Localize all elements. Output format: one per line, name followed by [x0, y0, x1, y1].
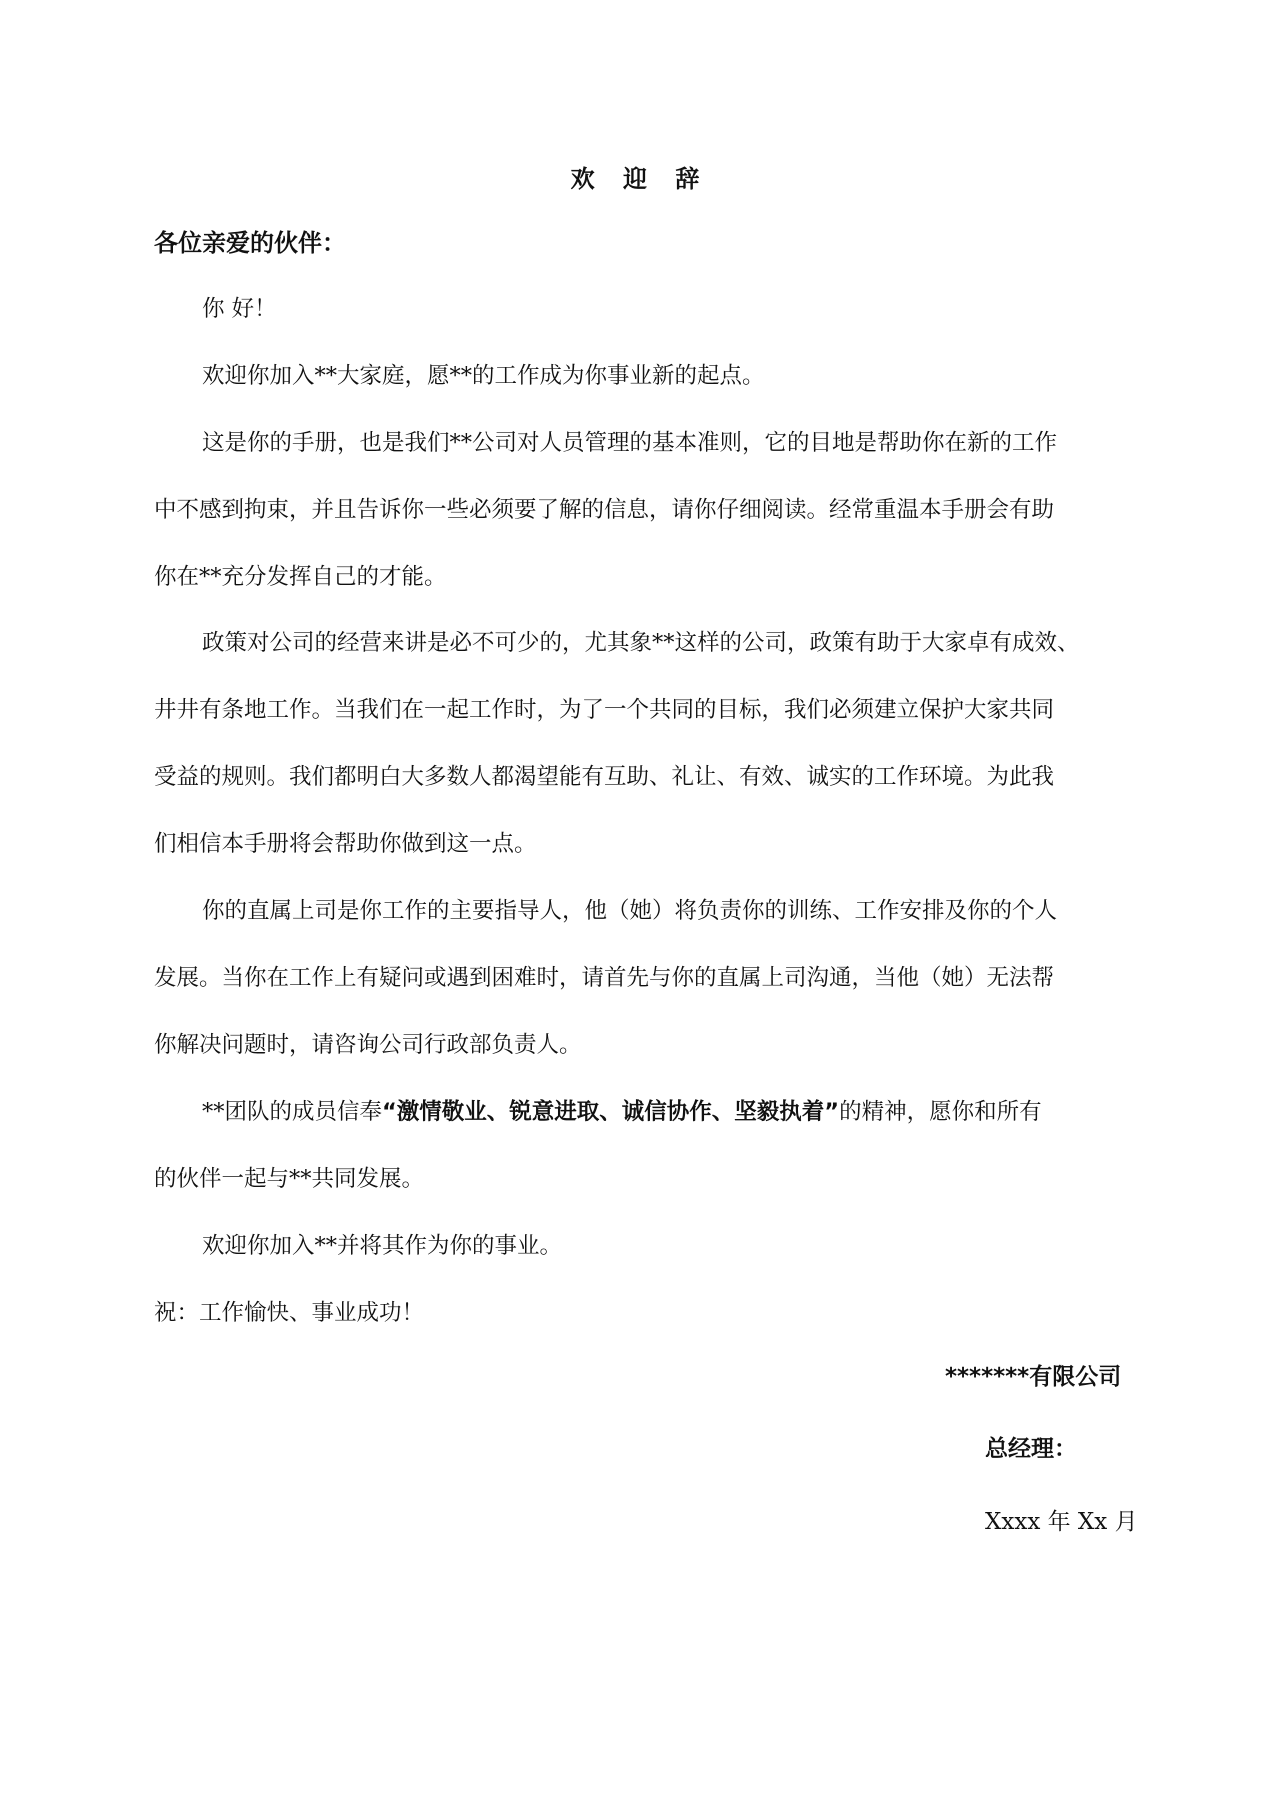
paragraph-policy [154, 610, 1188, 878]
salutation: 各位亲爱的伙伴： [154, 229, 346, 257]
paragraph-supervisor [154, 878, 1188, 1079]
paragraph-line: 井井有条地工作。当我们在一起工作时，为了一个共同的目标，我们必须建立保护大家共同 [154, 697, 1055, 723]
paragraph-line: 发展。当你在工作上有疑问或遇到困难时，请首先与你的直属上司沟通，当他（她）无法帮 [154, 965, 1055, 991]
paragraph-handbook [154, 410, 1188, 611]
paragraph-closing: 欢迎你加入**并将其作为你的事业。 [202, 1233, 563, 1259]
paragraph-line [154, 1079, 1188, 1146]
paragraph-line: 受益的规则。我们都明白大多数人都渴望能有互助、礼让、有效、诚实的工作环境。为此我 [154, 764, 1055, 790]
team-suffix: 的精神，愿你和所有 [839, 1099, 1042, 1125]
paragraph-line: 这是你的手册，也是我们**公司对人员管理的基本准则，它的目地是帮助你在新的工作 [202, 430, 1058, 456]
paragraph-line: 中不感到拘束，并且告诉你一些必须要了解的信息，请你仔细阅读。经常重温本手册会有助 [154, 497, 1055, 523]
signature-date: Xxxx 年 Xx 月 [985, 1509, 1138, 1535]
wish-line: 祝：工作愉快、事业成功！ [154, 1300, 425, 1326]
paragraph-line: 们相信本手册将会帮助你做到这一点。 [154, 831, 537, 857]
paragraph-line: 你的直属上司是你工作的主要指导人，他（她）将负责你的训练、工作安排及你的个人 [202, 898, 1058, 924]
paragraph-line: 你解决问题时，请咨询公司行政部负责人。 [154, 1032, 582, 1058]
paragraph-line: 你在**充分发挥自己的才能。 [154, 564, 447, 590]
company-signature: *******有限公司 [945, 1364, 1122, 1390]
paragraph-line: 的伙伴一起与**共同发展。 [154, 1166, 425, 1192]
general-manager-label: 总经理： [985, 1436, 1077, 1462]
greeting: 你 好！ [202, 296, 277, 322]
page-title: 欢 迎 辞 [570, 165, 710, 193]
team-prefix: **团队的成员信奉 [202, 1099, 383, 1125]
paragraph-line: 政策对公司的经营来讲是必不可少的，尤其象**这样的公司，政策有助于大家卓有成效、 [202, 630, 1080, 656]
paragraph-welcome: 欢迎你加入**大家庭，愿**的工作成为你事业新的起点。 [202, 363, 765, 389]
team-motto: “激情敬业、锐意进取、诚信协作、坚毅执着” [382, 1099, 840, 1125]
paragraph-team-spirit [154, 1079, 1188, 1213]
